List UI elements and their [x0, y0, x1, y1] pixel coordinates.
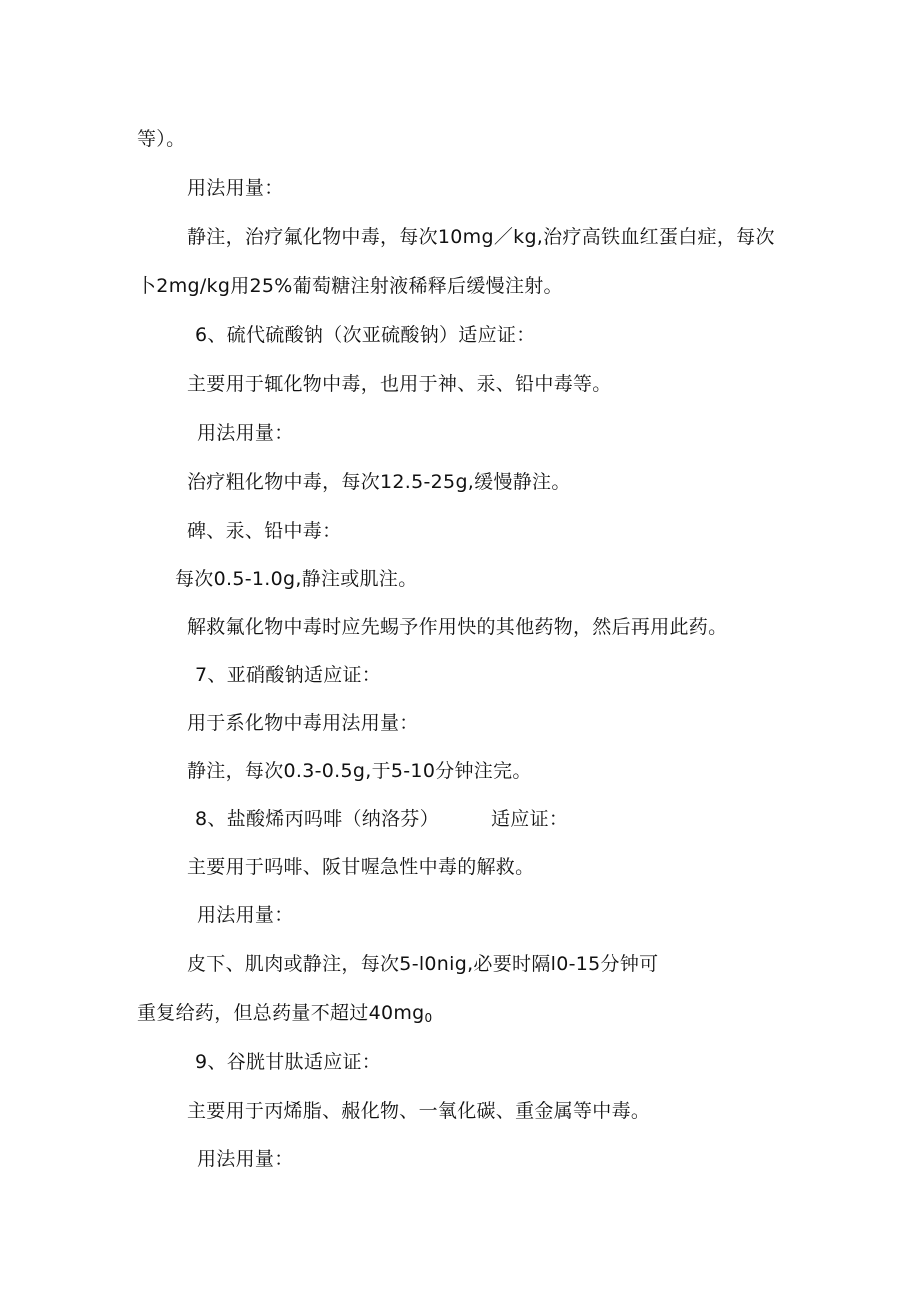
- heading-suffix: 适应证：: [491, 808, 569, 830]
- paragraph-line: 治疗粗化物中毒，每次12.5-25g,缓慢静注。: [187, 471, 571, 493]
- section-heading: 用法用量：: [187, 177, 284, 199]
- section-heading: 9、谷胱甘肽适应证：: [195, 1051, 382, 1073]
- paragraph-line: 每次0.5-1.0g,静注或肌注。: [175, 568, 418, 590]
- section-heading: 用法用量：: [197, 904, 294, 926]
- paragraph-line: 用于系化物中毒用法用量：: [187, 712, 419, 734]
- heading-title: 8、盐酸烯丙吗啡（纳洛芬）: [195, 808, 439, 830]
- section-heading: 用法用量：: [197, 1148, 294, 1170]
- section-heading: 6、硫代硫酸钠（次亚硫酸钠）适应证：: [195, 324, 536, 346]
- section-heading: 用法用量：: [197, 422, 294, 444]
- paragraph-line: 静注，治疗氟化物中毒，每次10mg／kg,治疗高铁血红蛋白症，每次: [187, 226, 775, 248]
- paragraph-line: 等）。: [137, 128, 186, 150]
- section-heading: 7、亚硝酸钠适应证：: [195, 664, 382, 686]
- paragraph-line: 解救氟化物中毒时应先蜴予作用快的其他药物，然后再用此药。: [187, 616, 728, 638]
- paragraph-line: 碑、汞、铅中毒：: [187, 520, 342, 542]
- line-subscript: 0: [424, 1011, 433, 1025]
- section-heading: [195, 806, 568, 832]
- paragraph-line: 主要用于吗啡、阪甘喔急性中毒的解救。: [187, 856, 535, 878]
- paragraph-line: 主要用于辄化物中毒，也用于神、汞、铅中毒等。: [187, 373, 612, 395]
- paragraph-line: 主要用于丙烯脂、赧化物、一氧化碳、重金属等中毒。: [187, 1100, 651, 1122]
- paragraph-line: [137, 1000, 432, 1031]
- paragraph-line: 卜2mg/kg用25%葡萄糖注射液稀释后缓慢注射。: [137, 275, 563, 297]
- paragraph-line: 静注，每次0.3-0.5g,于5-10分钟注完。: [187, 760, 532, 782]
- line-text: 重复给药，但总药量不超过40mg: [137, 1002, 425, 1024]
- paragraph-line: 皮下、肌肉或静注，每次5-l0nig,必要时隔l0-15分钟可: [187, 953, 659, 975]
